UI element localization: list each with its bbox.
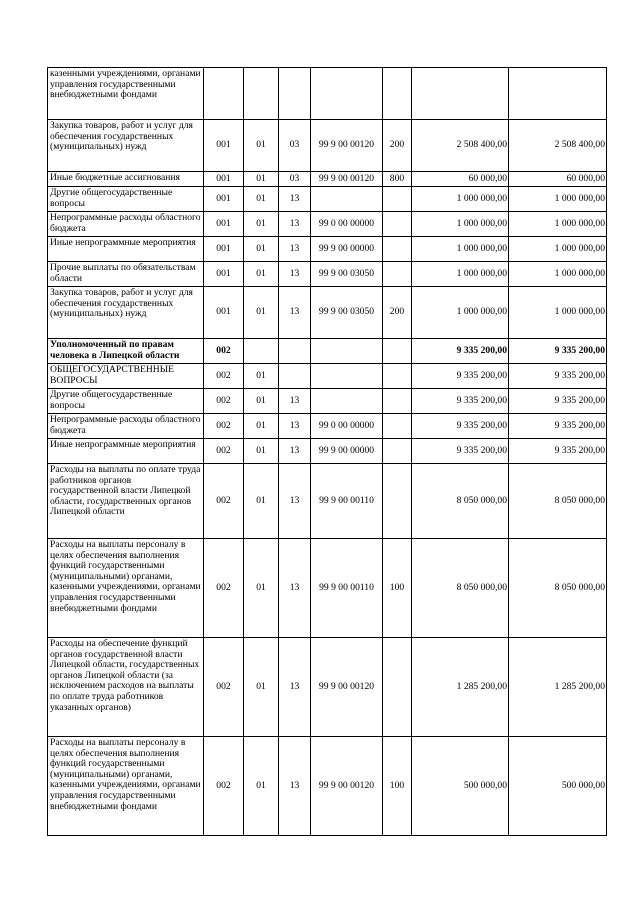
row-sum2-cell: 1 000 000,00 (509, 187, 607, 212)
row-section-cell: 01 (244, 414, 279, 439)
row-expense-type-cell (383, 212, 412, 237)
row-sum1-cell (412, 68, 509, 120)
row-article-cell: 99 9 00 00000 (311, 237, 383, 262)
row-code-cell: 002 (204, 737, 244, 836)
row-subsection-cell: 13 (279, 212, 311, 237)
table-row (48, 68, 607, 120)
budget-table (47, 67, 607, 836)
row-sum2-cell: 1 000 000,00 (509, 237, 607, 262)
row-code-cell: 002 (204, 389, 244, 414)
row-subsection-cell: 13 (279, 237, 311, 262)
row-sum2-cell: 9 335 200,00 (509, 439, 607, 464)
row-sum1-cell: 500 000,00 (412, 737, 509, 836)
row-expense-type-cell (383, 339, 412, 364)
row-sum1-cell: 1 000 000,00 (412, 237, 509, 262)
row-sum2-cell: 9 335 200,00 (509, 414, 607, 439)
row-article-cell (311, 364, 383, 389)
row-article-cell: 99 0 00 00000 (311, 414, 383, 439)
row-section-cell: 01 (244, 638, 279, 737)
table-row (48, 364, 607, 389)
row-sum2-cell: 9 335 200,00 (509, 339, 607, 364)
row-expense-type-cell: 100 (383, 737, 412, 836)
row-expense-type-cell (383, 237, 412, 262)
row-sum1-cell: 1 285 200,00 (412, 638, 509, 737)
row-subsection-cell: 13 (279, 287, 311, 339)
row-name-cell: Иные непрограммные мероприятия (48, 237, 204, 262)
table-row (48, 262, 607, 287)
row-sum2-cell: 9 335 200,00 (509, 364, 607, 389)
row-code-cell: 002 (204, 439, 244, 464)
row-code-cell: 001 (204, 262, 244, 287)
row-name-cell: Закупка товаров, работ и услуг для обеспечения государственных (муниципальных) нужд (48, 120, 204, 172)
row-name-cell: Непрограммные расходы областного бюджета (48, 414, 204, 439)
row-subsection-cell: 03 (279, 172, 311, 187)
row-section-cell (244, 339, 279, 364)
row-subsection-cell: 13 (279, 464, 311, 539)
row-section-cell: 01 (244, 172, 279, 187)
row-article-cell (311, 187, 383, 212)
row-sum2-cell: 1 000 000,00 (509, 262, 607, 287)
row-article-cell: 99 9 00 03050 (311, 262, 383, 287)
row-name-cell: Непрограммные расходы областного бюджета (48, 212, 204, 237)
row-code-cell: 002 (204, 638, 244, 737)
row-sum1-cell: 60 000,00 (412, 172, 509, 187)
row-sum1-cell: 1 000 000,00 (412, 187, 509, 212)
row-sum1-cell: 8 050 000,00 (412, 539, 509, 638)
row-article-cell (311, 339, 383, 364)
row-sum1-cell: 9 335 200,00 (412, 339, 509, 364)
row-expense-type-cell: 800 (383, 172, 412, 187)
row-section-cell: 01 (244, 439, 279, 464)
row-name-cell: Расходы на выплаты персоналу в целях обеспечения выполнения функций государственными (муниципальными) органами, казенными учреждениями, органами управления государственными внебюджетными фондами (48, 539, 204, 638)
row-expense-type-cell (383, 364, 412, 389)
table-row (48, 287, 607, 339)
row-subsection-cell: 13 (279, 389, 311, 414)
row-sum2-cell: 1 000 000,00 (509, 287, 607, 339)
row-article-cell: 99 9 00 00000 (311, 439, 383, 464)
row-section-cell: 01 (244, 120, 279, 172)
row-sum2-cell (509, 68, 607, 120)
row-expense-type-cell (383, 389, 412, 414)
row-code-cell: 001 (204, 120, 244, 172)
row-subsection-cell: 13 (279, 439, 311, 464)
row-sum1-cell: 8 050 000,00 (412, 464, 509, 539)
row-sum1-cell: 1 000 000,00 (412, 262, 509, 287)
row-article-cell: 99 9 00 00110 (311, 539, 383, 638)
row-subsection-cell: 13 (279, 414, 311, 439)
row-expense-type-cell (383, 414, 412, 439)
row-section-cell: 01 (244, 737, 279, 836)
row-subsection-cell (279, 68, 311, 120)
table-row (48, 120, 607, 172)
row-expense-type-cell: 100 (383, 539, 412, 638)
row-section-cell: 01 (244, 262, 279, 287)
row-article-cell: 99 9 00 00120 (311, 638, 383, 737)
row-code-cell: 001 (204, 237, 244, 262)
row-article-cell: 99 9 00 00120 (311, 120, 383, 172)
row-section-cell: 01 (244, 287, 279, 339)
row-subsection-cell: 13 (279, 638, 311, 737)
row-sum2-cell: 1 000 000,00 (509, 212, 607, 237)
row-subsection-cell: 13 (279, 262, 311, 287)
row-expense-type-cell (383, 262, 412, 287)
row-name-cell: Другие общегосударственные вопросы (48, 187, 204, 212)
row-sum1-cell: 2 508 400,00 (412, 120, 509, 172)
row-name-cell: Расходы на выплаты персоналу в целях обеспечения выполнения функций государственными (муниципальными) органами, казенными учреждениями, органами управления государственными внебюджетными фондами (48, 737, 204, 836)
budget-table-body (48, 68, 607, 836)
table-row (48, 212, 607, 237)
row-code-cell: 001 (204, 172, 244, 187)
table-row (48, 339, 607, 364)
row-code-cell (204, 68, 244, 120)
row-subsection-cell (279, 339, 311, 364)
row-code-cell: 001 (204, 212, 244, 237)
row-sum1-cell: 1 000 000,00 (412, 212, 509, 237)
row-name-cell: Прочие выплаты по обязательствам области (48, 262, 204, 287)
row-code-cell: 002 (204, 414, 244, 439)
table-row (48, 638, 607, 737)
row-expense-type-cell: 200 (383, 120, 412, 172)
table-row (48, 439, 607, 464)
row-name-cell: Закупка товаров, работ и услуг для обеспечения государственных (муниципальных) нужд (48, 287, 204, 339)
row-section-cell: 01 (244, 539, 279, 638)
row-article-cell: 99 9 00 00110 (311, 464, 383, 539)
row-sum1-cell: 1 000 000,00 (412, 287, 509, 339)
row-section-cell: 01 (244, 464, 279, 539)
row-section-cell: 01 (244, 389, 279, 414)
row-expense-type-cell: 200 (383, 287, 412, 339)
table-row (48, 237, 607, 262)
row-sum1-cell: 9 335 200,00 (412, 439, 509, 464)
row-name-cell: Другие общегосударственные вопросы (48, 389, 204, 414)
row-sum2-cell: 1 285 200,00 (509, 638, 607, 737)
row-section-cell: 01 (244, 237, 279, 262)
row-article-cell (311, 389, 383, 414)
table-row (48, 172, 607, 187)
row-expense-type-cell (383, 464, 412, 539)
row-name-cell: Уполномоченный по правам человека в Липецкой области (48, 339, 204, 364)
row-sum2-cell: 8 050 000,00 (509, 539, 607, 638)
row-article-cell (311, 68, 383, 120)
row-name-cell: казенными учреждениями, органами управления государственными внебюджетными фондами (48, 68, 204, 120)
table-row (48, 464, 607, 539)
row-section-cell (244, 68, 279, 120)
row-code-cell: 001 (204, 187, 244, 212)
row-sum2-cell: 8 050 000,00 (509, 464, 607, 539)
row-article-cell: 99 9 00 00120 (311, 172, 383, 187)
row-sum2-cell: 60 000,00 (509, 172, 607, 187)
row-sum1-cell: 9 335 200,00 (412, 414, 509, 439)
row-article-cell: 99 9 00 03050 (311, 287, 383, 339)
row-expense-type-cell (383, 638, 412, 737)
row-sum1-cell: 9 335 200,00 (412, 389, 509, 414)
row-code-cell: 002 (204, 464, 244, 539)
row-article-cell: 99 9 00 00120 (311, 737, 383, 836)
row-name-cell: ОБЩЕГОСУДАРСТВЕННЫЕ ВОПРОСЫ (48, 364, 204, 389)
row-subsection-cell: 13 (279, 737, 311, 836)
row-section-cell: 01 (244, 187, 279, 212)
row-sum1-cell: 9 335 200,00 (412, 364, 509, 389)
table-row (48, 539, 607, 638)
row-expense-type-cell (383, 68, 412, 120)
row-code-cell: 001 (204, 287, 244, 339)
row-subsection-cell (279, 364, 311, 389)
row-code-cell: 002 (204, 364, 244, 389)
row-code-cell: 002 (204, 539, 244, 638)
row-article-cell: 99 0 00 00000 (311, 212, 383, 237)
row-expense-type-cell (383, 439, 412, 464)
row-code-cell: 002 (204, 339, 244, 364)
row-subsection-cell: 13 (279, 187, 311, 212)
table-row (48, 737, 607, 836)
row-subsection-cell: 03 (279, 120, 311, 172)
table-row (48, 187, 607, 212)
row-section-cell: 01 (244, 212, 279, 237)
table-row (48, 414, 607, 439)
row-sum2-cell: 2 508 400,00 (509, 120, 607, 172)
row-name-cell: Иные непрограммные мероприятия (48, 439, 204, 464)
row-name-cell: Расходы на выплаты по оплате труда работников органов государственной власти Липецкой области, государственных органов Липецкой области (48, 464, 204, 539)
row-name-cell: Расходы на обеспечение функций органов государственной власти Липецкой области, государственных органов Липецкой области (за исключением расходов на выплаты по оплате труда работников указанных органов) (48, 638, 204, 737)
row-section-cell: 01 (244, 364, 279, 389)
row-name-cell: Иные бюджетные ассигнования (48, 172, 204, 187)
row-sum2-cell: 9 335 200,00 (509, 389, 607, 414)
table-row (48, 389, 607, 414)
row-expense-type-cell (383, 187, 412, 212)
row-sum2-cell: 500 000,00 (509, 737, 607, 836)
row-subsection-cell: 13 (279, 539, 311, 638)
